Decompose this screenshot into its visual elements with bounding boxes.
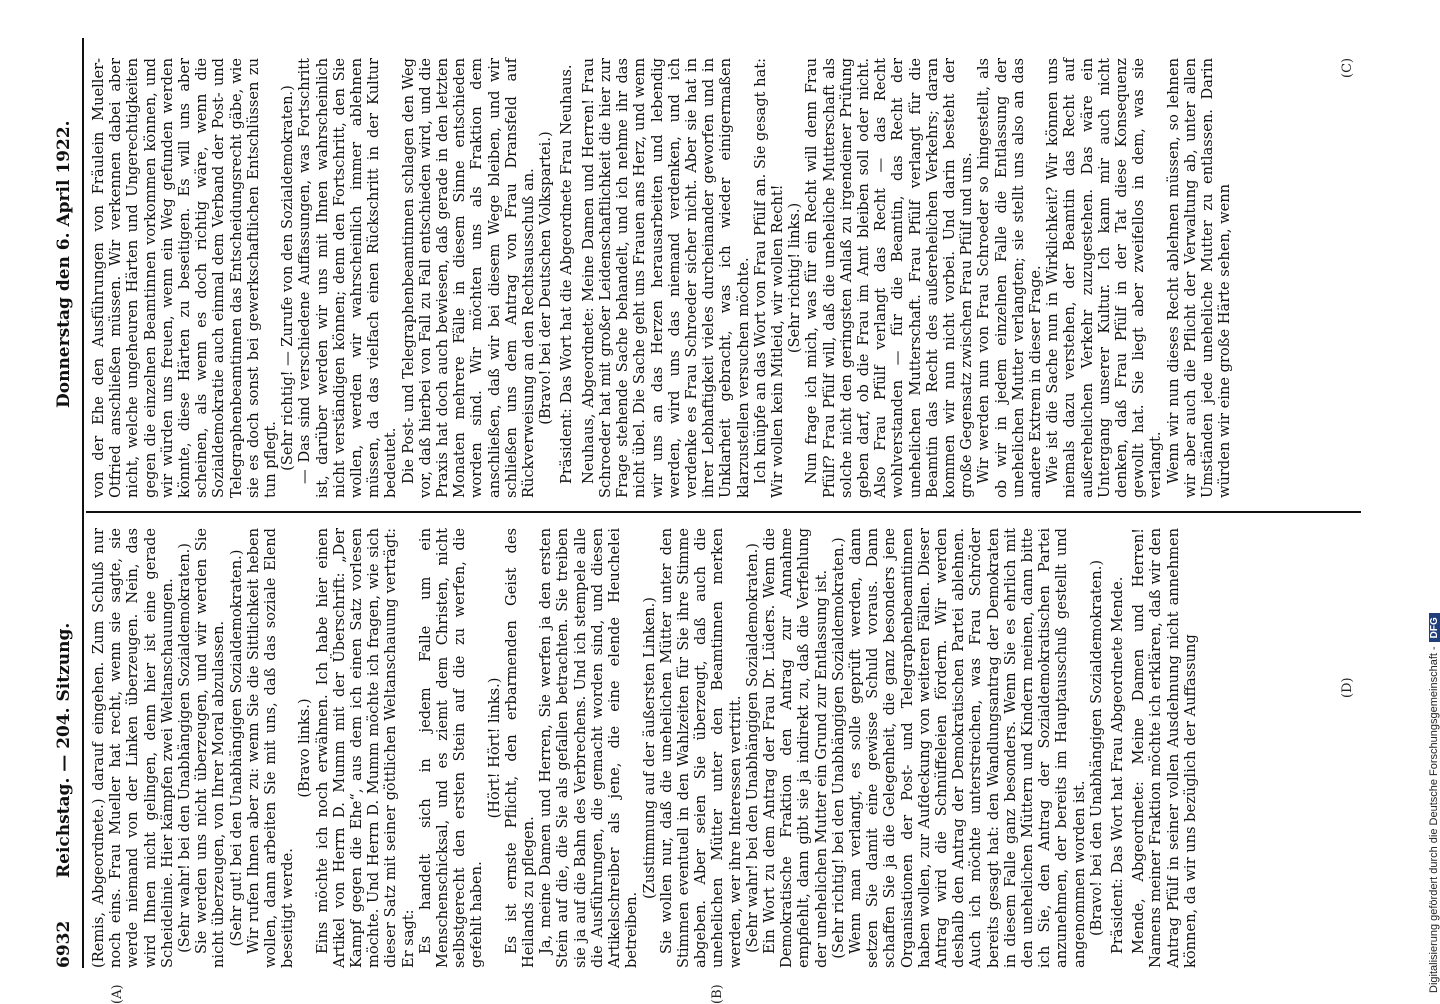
right-paragraph: (Sehr richtig! — Zurufe von den Sozialdemokraten.) (279, 85, 297, 471)
left-paragraph: (Sehr richtig! bei den Unabhängigen Sozialdemokraten.) (829, 537, 847, 959)
left-paragraph: (Bravo! bei den Unabhängigen Sozialdemokraten.) (1087, 559, 1105, 937)
right-paragraph: (Bravo! bei der Deutschen Volkspartei.) (537, 131, 555, 425)
left-paragraph: Es handelt sich in jedem Falle um ein Menschenschicksal, und es ziemt dem Christen, nicht selbstgerecht den ersten Stein auf die zu werfen, die gefehlt haben. (416, 528, 486, 968)
left-paragraph: Eins möchte ich noch erwähnen. Ich habe hier einen Artikel von Herrn D. Mumm mit der Überschrift: „Der Kampf gegen die Ehe“, aus dem ich einen Satz vorlesen möchte. Und Herrn D. Mumm möchte ich fragen, wie sich dieser Satz mit seiner göttlichen Weltanschauung verträgt: Er sagt: (313, 528, 417, 968)
right-paragraph: Wenn wir nun dieses Recht ablehnen müssen, so lehnen wir aber auch die Pflicht der Verwaltung ab, unter allen Umständen jede uneheliche Mutter zu entlassen. Darin würden wir eine große Härte sehen, wenn (1164, 58, 1234, 498)
left-paragraph: Wir rufen Ihnen aber zu: wenn Sie die Sittlichkeit heben wollen, dann arbeiten Sie mit uns, daß das soziale Elend beseitigt werde. (244, 528, 297, 968)
left-paragraph: (Hört! Hört! links.) (485, 677, 503, 819)
right-paragraph: (Sehr richtig! links.) (786, 202, 804, 354)
page-header (50, 38, 84, 968)
left-paragraph: Ja, meine Damen und Herren, Sie werfen ja den ersten Stein auf die, die Sie als gefallen betrachten. Sie treiben sie ja auf die Bahn des Verbrechens. Und ich stempele alle die Ausführungen, die gemacht worden sind, und diesen Artikelschreiber als jene, die eine elende Heuchelei betreiben. (537, 528, 641, 968)
session-title: Reichstag. — 204. Sitzung. (54, 622, 74, 878)
left-paragraph: Mende, Abgeordnete: Meine Damen und Herren! Namens meiner Fraktion möchte ich erklären, daß wir den Antrag Pfülf in seiner vollen Ausdehnung nicht annehmen können, da wir uns bezüglich der Auffassung (1130, 528, 1199, 968)
right-paragraph: von der Ehe den Ausführungen von Fräulein Mueller-Otfried anschließen müssen. Wir verkennen dabei aber nicht, welche ungeheuren Härten und Ungerechtigkeiten gegen die einzelnen Beamtinnen vorkommen können, und wir würden uns freuen, wenn ein Weg gefunden werden könnte, diese Härten zu beseitigen. Es will uns aber scheinen, als wenn es doch richtig wäre, wenn die Sozialdemokratie auch einmal dem Verband der Post- und Telegraphenbeamtinnen das Entscheidungsrecht gäbe, wie sie es doch sonst bei gewerkschaftlichen Entschlüssen zu tun pflegt. (90, 58, 280, 498)
left-paragraph: Sie werden uns nicht überzeugen, und wir werden Sie nicht überzeugen, von Ihrer Moral abzulassen. (193, 528, 228, 968)
session-date: Donnerstag den 6. April 1922. (54, 120, 74, 408)
left-paragraph: Es ist ernste Pflicht, den erbarmenden Geist des Heilands zu pflegen. (502, 528, 538, 968)
right-paragraph: Ich knüpfe an das Wort von Frau Pfülf an. Sie gesagt hat: Wir wollen kein Mitleid, wir wollen Recht! (751, 58, 786, 498)
right-paragraph: Wir werden nun von Frau Schroeder so hingestellt, als ob wir in jedem einzelnen Falle die Entlassung der unehelichen Mutter verlangten; sie stellt uns also an das andere Extrem in dieser Frage. (975, 58, 1044, 498)
left-paragraph: (Sehr wahr! bei den Unabhängigen Sozialdemokraten.) (743, 543, 761, 953)
rotated-page (50, 38, 1370, 1004)
margin-mark-d: (D) (1340, 677, 1355, 698)
left-paragraph: (Bravo links.) (296, 698, 314, 798)
margin-mark-c: (C) (1340, 57, 1355, 78)
left-paragraph: Präsident: Das Wort hat Frau Abgeordnete Mende. (1108, 576, 1126, 954)
left-column (90, 528, 1355, 968)
right-paragraph: Neuhaus, Abgeordnete: Meine Damen und Herren! Frau Schroeder hat mit großer Leidenschaftlichkeit die hier zur Frage stehende Sache behandelt, und ich nehme ihr das nicht übel. Die Sache geht uns Frauen ans Herz, und wenn wir uns an das Herzen herausarbeiten und lebendig werden, wird uns das niemand verdenken, und ich verdenke es Frau Schroeder sicher nicht. Aber sie hat in ihrer Lebhaftigkeit vieles durcheinander geworfen und in Unklarheit gebracht, was ich wieder einigermaßen klarzustellen versuchen möchte. (579, 58, 752, 498)
left-paragraph: (Remis, Abgeordnete.) darauf eingehen. Zum Schluß nur noch eins. Frau Mueller hat recht, wenn sie sagte, sie werde niemand von der Linken überzeugen. Nein, das wird Ihnen nicht gelingen, denn hier ist eine gerade Scheidelinie. Hier kämpfen zwei Weltanschauungen. (90, 528, 176, 968)
page-number: 6932 (54, 920, 74, 968)
left-paragraph: Sie wollen nur, daß die unehelichen Mütter unter den Stimmen eventuell in den Wahlzeiten für Sie ihre Stimme abgeben. Aber seien Sie überzeugt, daß auch die unehelichen Mütter unter den Beamtinnen merken werden, wer ihre Interessen vertritt. (657, 528, 744, 968)
left-paragraph: Ein Wort zu dem Antrag der Frau Dr. Lüders. Wenn die Demokratische Fraktion den Antrag zur Annahme empfiehlt, dann gibt sie ja indirekt zu, daß die Verfehlung der unehelichen Mutter ein Grund zur Entlassung ist. (760, 528, 830, 968)
column-divider (86, 511, 1361, 513)
digitization-imprint (1410, 8, 1440, 993)
right-paragraph: Präsident: Das Wort hat die Abgeordnete Frau Neuhaus. (558, 64, 576, 484)
left-paragraph: (Sehr gut! bei den Unabhängigen Sozialdemokraten.) (227, 549, 245, 947)
right-paragraph: Die Post- und Telegraphenbeamtinnen schlagen den Weg vor, daß hierbei von Fall zu Fall entschieden wird, und die Praxis hat doch auch bewiesen, daß gerade in den letzten Monaten mehrere Fälle in diesem Sinne entschieden worden sind. Wir möchten uns als Fraktion dem anschließen, daß wir bei diesem Wege bleiben, und wir schließen uns dem Antrag von Frau Dransfeld auf Rückverweisung an den Rechtsausschuß an. (399, 58, 538, 498)
margin-mark-b: (B) (710, 984, 725, 1004)
margin-mark-a: (A) (110, 984, 125, 1004)
left-paragraph: (Zustimmung auf der äußersten Linken.) (640, 597, 658, 899)
right-paragraph: Wie ist die Sache nun in Wirklichkeit? Wir können uns niemals dazu verstehen, der Beamtin das Recht auf außerehelichen Verkehr zuzugestehen. Das wäre ein Untergang unserer Kultur. Ich kann mir auch nicht denken, daß Frau Pfülf in der Tat diese Konsequenz gewollt hat. Sie liegt aber zweifellos in dem, was sie verlangt. (1044, 58, 1165, 498)
right-paragraph: Nun frage ich mich, was für ein Recht will denn Frau Pfülf? Frau Pfülf will, daß die uneheliche Mutterschaft als solche nicht den geringsten Anlaß zu irgendeiner Prüfung geben darf, ob die Frau im Amt bleiben soll oder nicht. Also Frau Pfülf verlangt das Recht — das Recht wohlverstanden — für die Beamtin, das Recht der unehelichen Mutterschaft. Frau Pfülf verlangt für die Beamtin das Recht des außerehelichen Verkehrs; daran kommen wir nun nicht vorbei. Und darin besteht der große Gegensatz zwischen Frau Pfülf und uns. (803, 58, 976, 498)
left-paragraph: Wenn man verlangt, es solle geprüft werden, dann setzen Sie damit eine gewisse Schuld voraus. Dann schaffen Sie ja die Gelegenheit, die ganz besonders jene Organisationen der Post- und Telegraphenbeamtinnen haben wollen, zur Aufdeckung von weiteren Fällen. Dieser Antrag wird die Schnüffeleien fördern. Wir werden deshalb den Antrag der Demokratischen Partei ablehnen. Auch ich möchte unterstreichen, was Frau Schröder bereits gesagt hat: den Wandlungsantrag der Demokraten in diesem Falle ganz besonders. Wenn Sie es ehrlich mit den unehelichen Müttern und Kindern meinen, dann bitte ich Sie, den Antrag der Sozialdemokratischen Partei anzunehmen, der bereits im Hauptausschuß gestellt und angenommen worden ist. (846, 528, 1088, 968)
dfg-logo: DFG (1429, 613, 1440, 642)
left-paragraph: (Sehr wahr! bei den Unabhängigen Sozialdemokraten.) (176, 543, 194, 953)
imprint-text: Digitalisierung gefördert durch die Deutsche Forschungsgemeinschaft - (1428, 646, 1440, 993)
right-column (90, 58, 1355, 498)
right-paragraph: — Das sind verschiedene Auffassungen, was Fortschritt ist, darüber werden wir uns mit Ihnen wahrscheinlich nicht verständigen können; denn den Fortschritt, den Sie wollen, werden wir wahrscheinlich immer ablehnen müssen, da das vielfach einen Rückschritt in der Kultur bedeutet. (296, 58, 400, 498)
